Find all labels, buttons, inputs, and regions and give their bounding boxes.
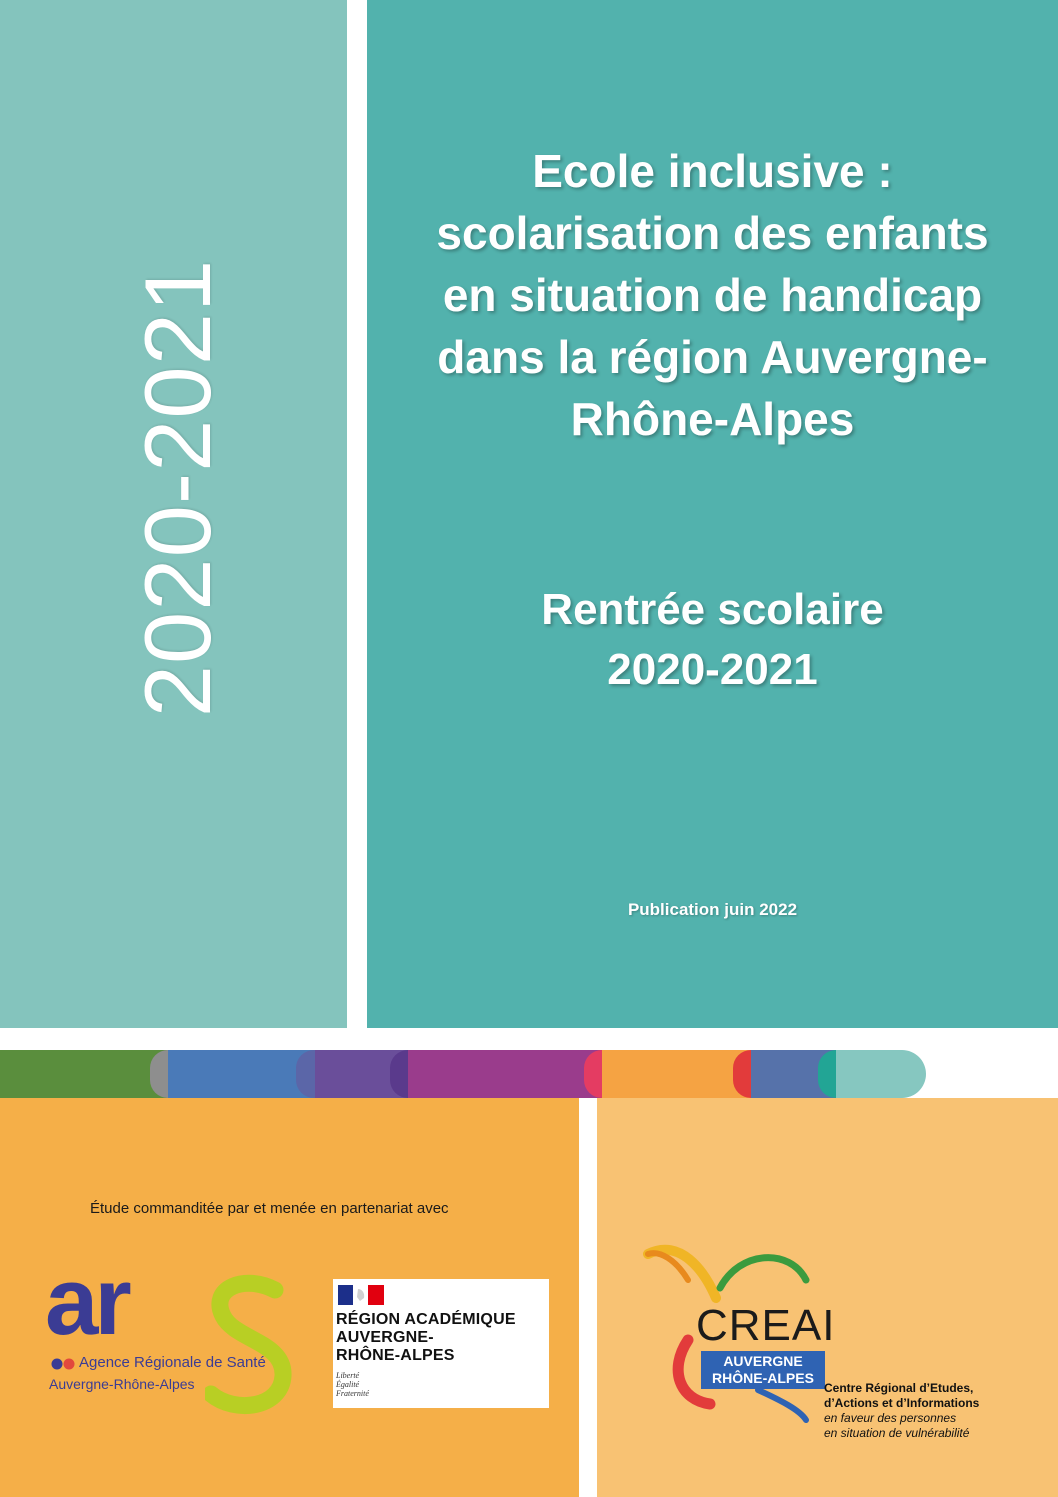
creai-desc-line: en situation de vulnérabilité (824, 1426, 970, 1440)
stripe-segment (0, 1050, 170, 1098)
publication-date: Publication juin 2022 (627, 900, 798, 919)
partnership-text: Étude commanditée par et menée en partenariat avec (90, 1200, 449, 1217)
page-title (367, 140, 1058, 450)
academie-line: RHÔNE-ALPES (336, 1347, 455, 1364)
creai-wordmark: CREAI (696, 1301, 836, 1350)
title-line: Rhône-Alpes (570, 393, 855, 445)
ars-letters: ar (45, 1248, 128, 1355)
badge-line: RHÔNE-ALPES (712, 1370, 814, 1386)
motto-line: Liberté (336, 1371, 360, 1380)
title-line: dans la région Auvergne- (437, 331, 988, 383)
color-stripe (0, 1050, 1058, 1098)
creai-description (824, 1381, 979, 1441)
creai-logo (640, 1240, 1020, 1460)
subtitle-line: 2020-2021 (607, 645, 818, 694)
stripe-segment (836, 1050, 926, 1098)
marianne-flag-icon (338, 1285, 384, 1305)
stripe-segment (408, 1050, 603, 1098)
badge-line: AUVERGNE (723, 1353, 803, 1369)
subtitle (367, 580, 1058, 700)
ars-name: Agence Régionale de Santé (79, 1354, 266, 1371)
creai-desc-line: en faveur des personnes (824, 1411, 957, 1425)
creai-desc-line: d’Actions et d’Informations (824, 1396, 980, 1410)
academie-line: AUVERGNE- (336, 1329, 434, 1346)
ars-s-mark (205, 1272, 295, 1417)
ars-region: Auvergne-Rhône-Alpes (49, 1376, 195, 1392)
vertical-year: 2020-2021 (125, 258, 230, 718)
motto-line: Fraternité (336, 1389, 369, 1398)
title-line: scolarisation des enfants (436, 207, 989, 259)
region-academique-logo (333, 1279, 549, 1408)
ars-logo (45, 1248, 295, 1422)
title-line: en situation de handicap (442, 269, 983, 321)
motto-line: Égalité (336, 1380, 360, 1389)
stripe-segment (602, 1050, 752, 1098)
subtitle-line: Rentrée scolaire (541, 585, 884, 634)
academie-line: RÉGION ACADÉMIQUE (336, 1311, 516, 1328)
creai-region-badge (701, 1351, 825, 1389)
creai-desc-line: Centre Régional d’Etudes, (824, 1381, 974, 1395)
ars-dots-icon (51, 1358, 77, 1370)
title-line: Ecole inclusive : (532, 145, 893, 197)
